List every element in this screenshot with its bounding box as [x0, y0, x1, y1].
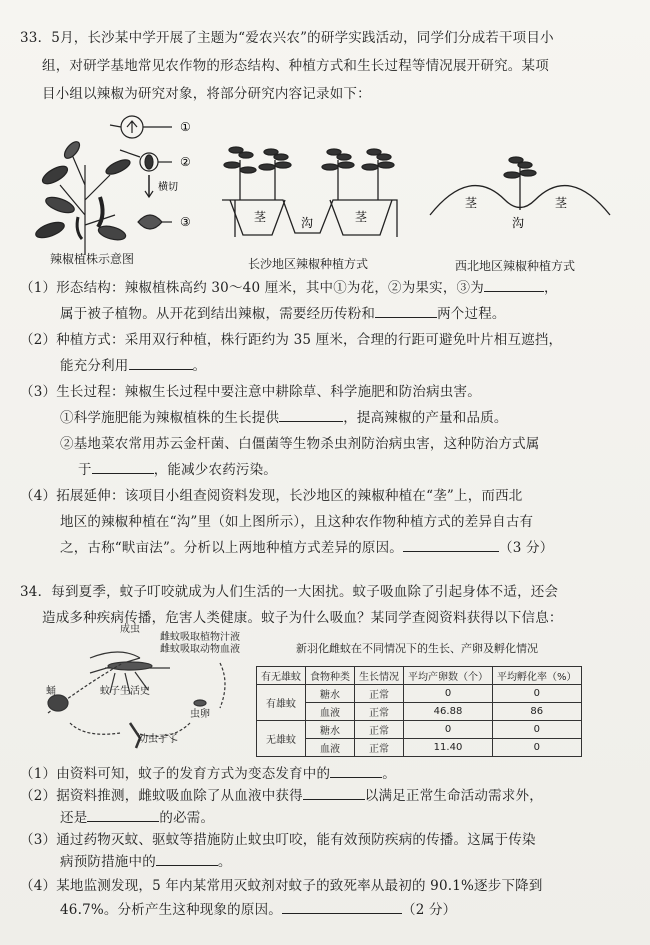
q34-1-line: （1）由资料可知，蚊子的发育方式为变态发育中的 。 [20, 762, 634, 786]
q33-3-line-3: ②基地菜农常用苏云金杆菌、白僵菌等生物杀虫剂防治病虫害，这种防治方式属 [60, 436, 540, 452]
q33-3-line-1: （3）生长过程：辣椒生长过程中要注意中耕除草、科学施肥和防治病虫害。 [20, 384, 481, 400]
table-title: 新羽化雌蚊在不同情况下的生长、产卵及孵化情况 [296, 642, 538, 655]
table-cell: 0 [493, 685, 582, 703]
fig1-caption: 辣椒植株示意图 [50, 252, 135, 266]
table-cell: 血液 [306, 703, 355, 721]
table-header: 生长情况 [355, 667, 404, 685]
q33-3-line-2: ①科学施肥能为辣椒植株的生长提供 ，提高辣椒的产量和品质。 [20, 406, 634, 430]
table-header: 食物种类 [306, 667, 355, 685]
table-cell: 糖水 [306, 685, 355, 703]
q34-3-line-2: 病预防措施中的 。 [20, 850, 634, 874]
q33-2-line-1: （2）种植方式：采用双行种植，株行距约为 35 厘米，合理的行距可避免叶片相互遮挡， [20, 332, 563, 348]
q34-4-line-1: （4）某地监测发现，5 年内某常用灭蚊剂对蚊子的致死率从最初的 90.1%逐步下降到 [20, 878, 543, 894]
table-cell: 无雄蚊 [257, 721, 306, 757]
pepper-plant-illustration [34, 116, 172, 255]
female-note-1: 雌蚊吸取植物汁液 [160, 632, 240, 643]
answer-blank[interactable] [282, 899, 402, 914]
label-1: ① [180, 120, 191, 134]
egg-label: 虫卵 [190, 709, 210, 720]
answer-blank[interactable] [92, 459, 154, 474]
table-cell: 0 [404, 721, 493, 739]
answer-blank[interactable] [375, 303, 437, 318]
table-cell: 糖水 [306, 721, 355, 739]
ridge-label-4: 茎 [555, 196, 568, 210]
larva-label: 幼虫孑孓 [138, 734, 178, 745]
table-cell: 正常 [355, 703, 404, 721]
q34-stem-line-2: 造成多种疾病传播，危害人类健康。蚊子为什么吸血？某同学查阅资料获得以下信息： [42, 610, 563, 626]
q33-1-line-1: （1）形态结构：辣椒植株高约 30～40 厘米，其中①为花，②为果实，③为 ， [20, 276, 634, 300]
table-cell: 46.88 [404, 703, 493, 721]
table-row [257, 703, 582, 721]
ditch-planting-diagram [430, 157, 610, 215]
table-row [257, 685, 582, 703]
ditch-label-2: 沟 [512, 216, 525, 230]
q33-stem-line-1: 33．5月，长沙某中学开展了主题为“爱农兴农”的研学实践活动，同学们分成若干项目小 [20, 30, 554, 46]
label-2: ② [180, 155, 191, 169]
table-header: 平均孵化率（%） [493, 667, 582, 685]
table-row [257, 739, 582, 757]
q34-2-line-1: （2）据资料推测，雌蚊吸血除了从血液中获得 以满足正常生命活动需求外， [20, 784, 634, 808]
answer-blank[interactable] [484, 277, 544, 292]
table-cell: 0 [493, 721, 582, 739]
table-cell: 正常 [355, 739, 404, 757]
table-cell: 有雄蚊 [257, 685, 306, 721]
fig2-caption: 长沙地区辣椒种植方式 [248, 257, 369, 271]
cut-label: 横切 [158, 182, 178, 193]
q33-2-line-2: 能充分利用 。 [20, 354, 634, 378]
ridge-label-1: 茎 [254, 210, 267, 224]
q34-4-line-2: 46.7%。分析产生这种现象的原因。 （2 分） [20, 898, 634, 922]
table-cell: 0 [404, 685, 493, 703]
mosquito-data-table [256, 666, 582, 757]
table-cell: 0 [493, 739, 582, 757]
table-header-row [257, 667, 582, 685]
answer-blank[interactable] [303, 785, 365, 800]
table-row [257, 721, 582, 739]
pupa-label: 蛹 [46, 686, 56, 697]
score: （3 分） [499, 540, 554, 556]
q33-stem-line-2: 组，对研学基地常见农作物的形态结构、种植方式和生长过程等情况展开研究。某项 [42, 58, 549, 74]
fig3-caption: 西北地区辣椒种植方式 [455, 259, 576, 273]
q33-1-line-2: 属于被子植物。从开花到结出辣椒，需要经历传粉和 两个过程。 [20, 302, 634, 326]
table-header: 平均产卵数（个） [404, 667, 493, 685]
q33-3-line-4: 于 ，能减少农药污染。 [20, 458, 634, 482]
answer-blank[interactable] [87, 807, 159, 822]
q34-stem-line-1: 34．每到夏季，蚊子叮咬就成为人们生活的一大困扰。蚊子吸血除了引起身体不适，还会 [20, 584, 559, 600]
female-note-2: 雌蚊吸取动物血液 [160, 644, 240, 655]
q33-stem-line-3: 目小组以辣椒为研究对象，将部分研究内容记录如下： [42, 86, 371, 102]
life-cycle-title: 蚊子生活史 [100, 686, 150, 697]
adult-label: 成虫 [120, 624, 140, 635]
table-cell: 血液 [306, 739, 355, 757]
q34-2-line-2: 还是 的必需。 [20, 806, 634, 830]
table-cell: 11.40 [404, 739, 493, 757]
ditch-label-1: 沟 [301, 216, 314, 230]
label-3: ③ [180, 215, 191, 229]
table-header: 有无雄蚊 [257, 667, 306, 685]
table-cell: 正常 [355, 685, 404, 703]
table-cell: 正常 [355, 721, 404, 739]
q33-4-line-2: 地区的辣椒种植在“沟”里（如上图所示），且这种农作物种植方式的差异自古有 [60, 514, 534, 530]
table-cell: 86 [493, 703, 582, 721]
answer-blank[interactable] [403, 537, 499, 552]
answer-blank[interactable] [156, 851, 218, 866]
ridge-label-3: 茎 [465, 196, 478, 210]
answer-blank[interactable] [330, 763, 382, 778]
q34-3-line-1: （3）通过药物灭蚊、驱蚊等措施防止蚊虫叮咬，能有效预防疾病的传播。这属于传染 [20, 832, 536, 848]
q33-4-line-1: （4）拓展延伸：该项目小组查阅资料发现，长沙地区的辣椒种植在“垄”上，而西北 [20, 488, 523, 504]
answer-blank[interactable] [129, 355, 193, 370]
score: （2 分） [402, 902, 457, 918]
answer-blank[interactable] [279, 407, 343, 422]
q33-4-line-3: 之，古称“畎亩法”。分析以上两地种植方式差异的原因。 （3 分） [20, 536, 634, 560]
ridge-label-2: 茎 [355, 210, 368, 224]
